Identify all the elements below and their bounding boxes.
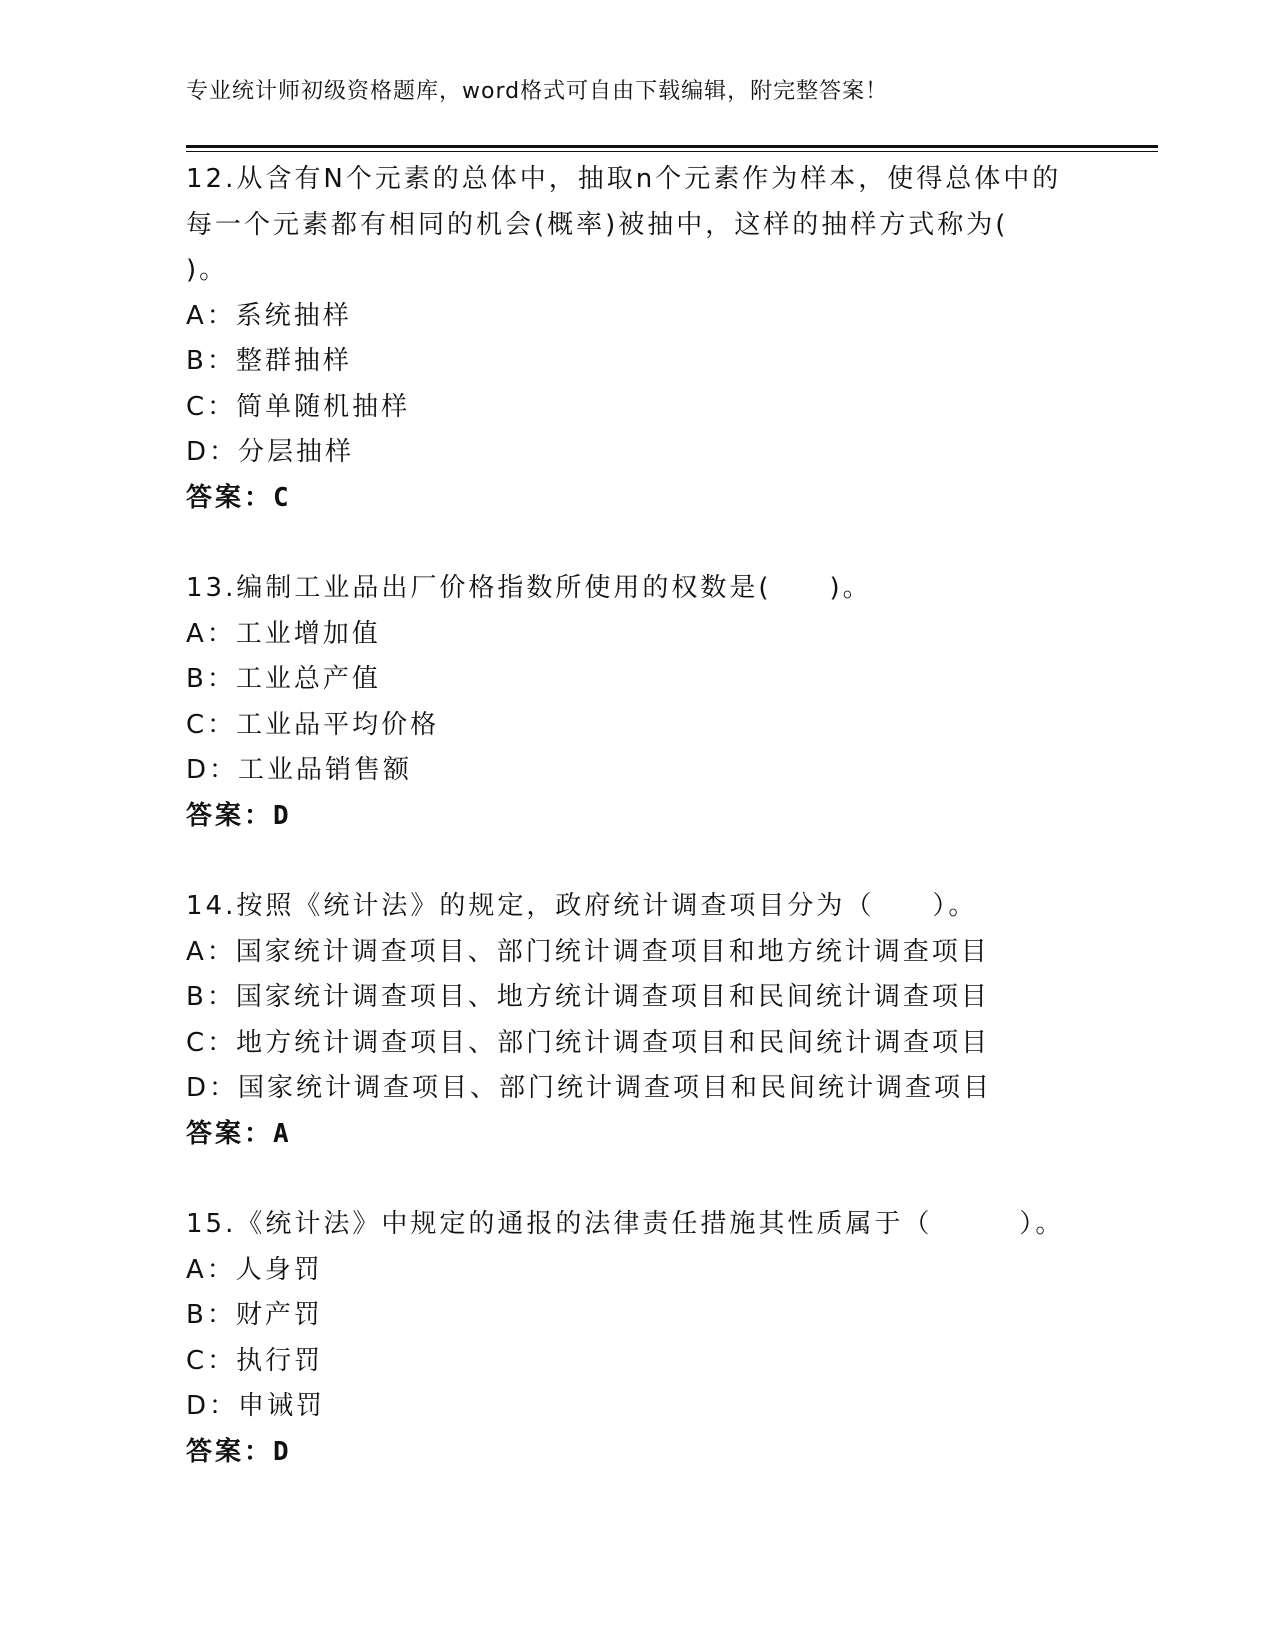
option-c: C：执行罚 [186, 1345, 324, 1376]
question-stem-line: 15.《统计法》中规定的通报的法律责任措施其性质属于（ ）。 [186, 1209, 1065, 1239]
question-13 [186, 566, 1086, 839]
question-stem-line: )。 [186, 255, 229, 285]
header-divider-thick [186, 145, 1158, 148]
answer-label: 答案： [186, 1436, 274, 1467]
answer-label: 答案： [186, 800, 274, 831]
question-stem-line: 12.从含有N个元素的总体中，抽取n个元素作为样本，使得总体中的 [186, 164, 1062, 194]
question-stem-line: 每一个元素都有相同的机会(概率)被抽中，这样的抽样方式称为( [186, 209, 1009, 240]
option-b: B：工业总产值 [186, 664, 381, 694]
option-a: A：人身罚 [186, 1254, 323, 1285]
question-stem-line: 14.按照《统计法》的规定，政府统计调查项目分为（ ）。 [186, 891, 978, 921]
answer-line [186, 476, 1086, 522]
option-d: D：分层抽样 [186, 437, 355, 467]
option-c: C：地方统计调查项目、部门统计调查项目和民间统计调查项目 [186, 1027, 991, 1058]
answer-line [186, 794, 1086, 840]
question-spacer [186, 839, 1086, 884]
answer-value: A [273, 1118, 289, 1149]
option-a: A：系统抽样 [186, 300, 352, 331]
option-a: A：国家统计调查项目、部门统计调查项目和地方统计调查项目 [186, 936, 990, 967]
question-spacer [186, 1157, 1086, 1202]
question-spacer [186, 521, 1086, 566]
answer-label: 答案： [186, 1118, 274, 1149]
question-14 [186, 884, 1086, 1157]
option-b: B：整群抽样 [186, 346, 352, 376]
answer-label: 答案： [186, 482, 274, 513]
option-d: D：申诫罚 [186, 1391, 326, 1421]
page-header-note: 专业统计师初级资格题库，word格式可自由下载编辑，附完整答案！ [186, 79, 889, 104]
answer-value: C [273, 482, 289, 513]
question-12 [186, 157, 1086, 521]
option-c: C：简单随机抽样 [186, 391, 411, 422]
option-b: B：财产罚 [186, 1300, 323, 1330]
answer-value: D [273, 800, 289, 831]
question-list [186, 157, 1086, 1475]
answer-line [186, 1112, 1086, 1158]
option-d: D：国家统计调查项目、部门统计调查项目和民间统计调查项目 [186, 1073, 993, 1103]
answer-line [186, 1430, 1086, 1476]
option-c: C：工业品平均价格 [186, 709, 440, 740]
question-stem-line: 13.编制工业品出厂价格指数所使用的权数是( )。 [186, 573, 872, 603]
option-b: B：国家统计调查项目、地方统计调查项目和民间统计调查项目 [186, 982, 990, 1012]
question-15 [186, 1202, 1086, 1475]
option-a: A：工业增加值 [186, 618, 381, 649]
option-d: D：工业品销售额 [186, 755, 413, 785]
answer-value: D [273, 1436, 289, 1467]
header-divider-thin [186, 151, 1158, 152]
